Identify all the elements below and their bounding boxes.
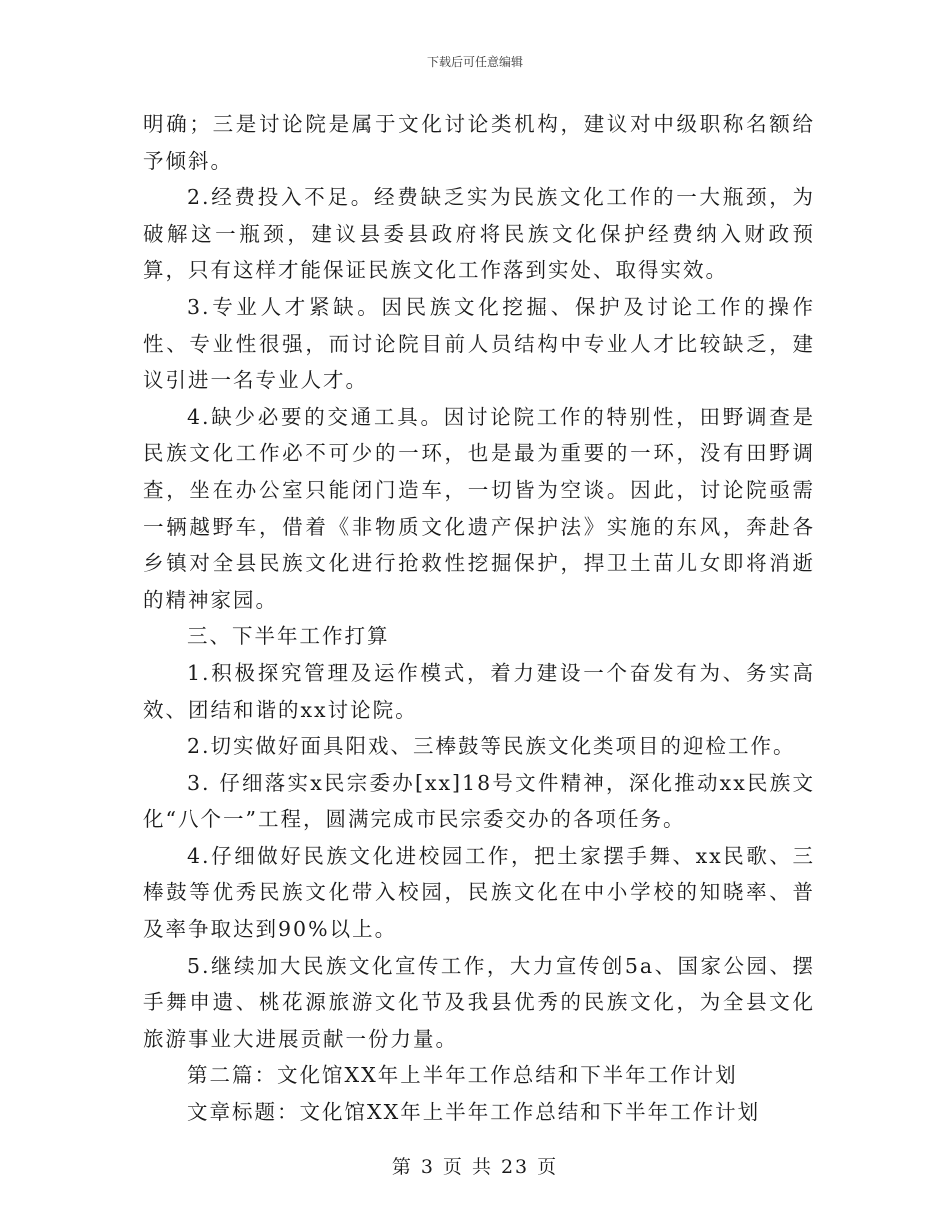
page-suffix: 页 — [537, 1156, 559, 1178]
page-prefix: 第 — [391, 1156, 413, 1178]
paragraph: 3.专业人才紧缺。因民族文化挖掘、保护及讨论工作的操作性、专业性很强，而讨论院目前人员结构中专业人才比较缺乏，建议引进一名专业人才。 — [143, 294, 815, 393]
chapter-heading: 第二篇：文化馆XX年上半年工作总结和下半年工作计划 — [187, 1063, 738, 1088]
paragraph: 4.仔细做好民族文化进校园工作，把土家摆手舞、xx民歌、三棒鼓等优秀民族文化带入校园，民族文化在中小学校的知晓率、普及率争取达到90%以上。 — [143, 843, 815, 942]
paragraph: 1.积极探究管理及运作模式，着力建设一个奋发有为、务实高效、团结和谐的xx讨论院。 — [143, 660, 815, 722]
page-middle: 页 共 — [442, 1156, 493, 1178]
paragraph: 2.切实做好面具阳戏、三棒鼓等民族文化类项目的迎检工作。 — [187, 734, 796, 759]
paragraph: 5.继续加大民族文化宣传工作，大力宣传创5a、国家公园、摆手舞申遗、桃花源旅游文化节及我县优秀的民族文化，为全县文化旅游事业大进展贡献一份力量。 — [143, 953, 815, 1051]
page-header: 下载后可任意编辑 — [426, 55, 523, 69]
paragraph: 4.缺少必要的交通工具。因讨论院工作的特别性，田野调查是民族文化工作必不可少的一环，也是最为重要的一环，没有田野调查，坐在办公室只能闭门造车，一切皆为空谈。因此，讨论院亟需一辆越野车，借着《非物质文化遗产保护法》实施的东风，奔赴各乡镇对全县民族文化进行抢救性挖掘保护，捍卫土苗儿女即将消逝的精神家园。 — [143, 404, 815, 612]
page-total: 23 — [500, 1156, 530, 1178]
page-number: 3 — [420, 1156, 435, 1178]
article-title: 文章标题：文化馆XX年上半年工作总结和下半年工作计划 — [187, 1100, 761, 1125]
paragraph: 2.经费投入不足。经费缺乏实为民族文化工作的一大瓶颈，为破解这一瓶颈，建议县委县政府将民族文化保护经费纳入财政预算，只有这样才能保证民族文化工作落到实处、取得实效。 — [143, 185, 815, 283]
page-footer — [0, 1152, 950, 1179]
paragraph: 明确；三是讨论院是属于文化讨论类机构，建议对中级职称名额给予倾斜。 — [143, 112, 815, 173]
document-body — [143, 106, 815, 1131]
section-heading: 三、下半年工作打算 — [187, 624, 390, 649]
paragraph: 3. 仔细落实x民宗委办[xx]18号文件精神，深化推动xx民族文化“八个一”工程，圆满完成市民宗委交办的各项任务。 — [143, 770, 815, 832]
